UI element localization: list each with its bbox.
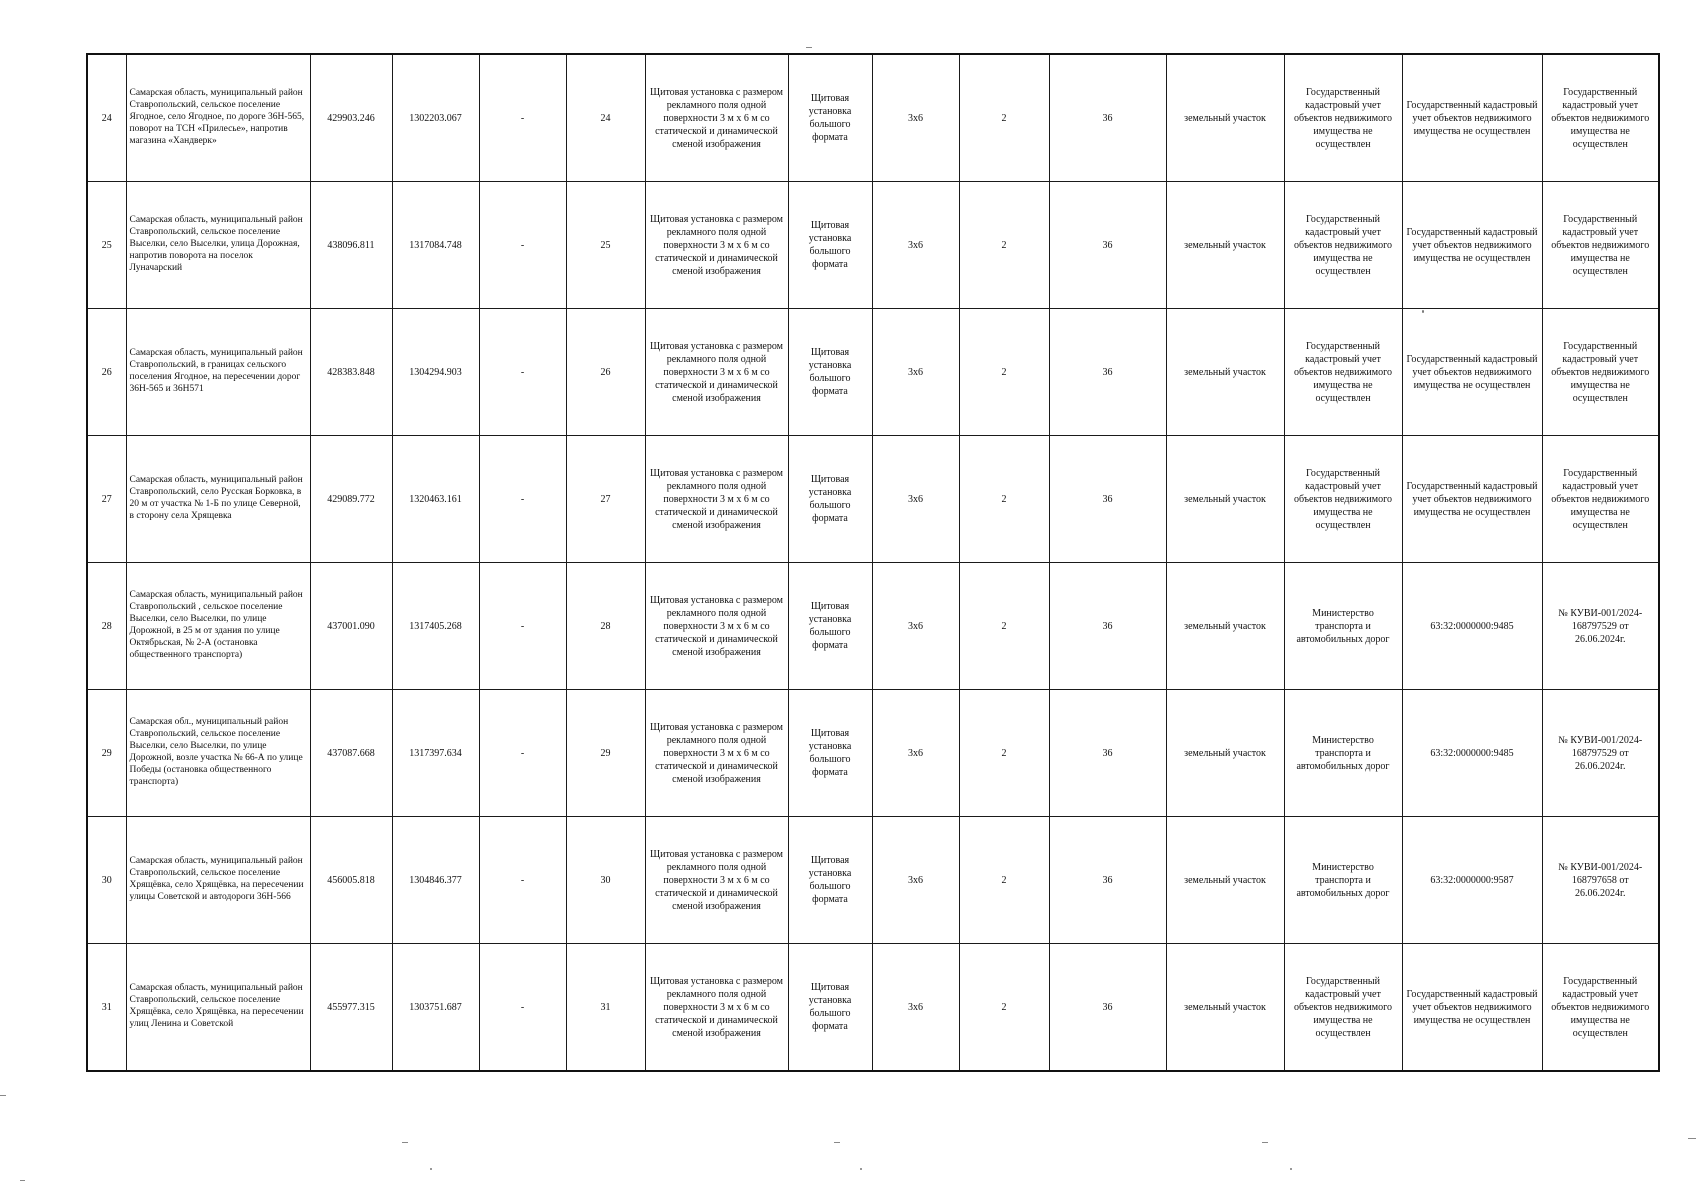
field-size: 3х6 — [872, 563, 959, 690]
row-number: 30 — [87, 817, 126, 944]
field-area: 36 — [1049, 436, 1166, 563]
scheme-number: 27 — [566, 436, 645, 563]
registration-record: № КУВИ-001/2024-168797529 от 26.06.2024г. — [1542, 563, 1659, 690]
registration-record: Государственный кадастровый учет объектов недвижимого имущества не осуществлен — [1542, 182, 1659, 309]
coordinate-x: 429903.246 — [310, 54, 392, 182]
cadastral-number: Государственный кадастровый учет объектов недвижимого имущества не осуществлен — [1402, 436, 1542, 563]
cadastral-number: 63:32:0000000:9587 — [1402, 817, 1542, 944]
scan-speck — [860, 1168, 862, 1170]
cadastral-number: Государственный кадастровый учет объектов недвижимого имущества не осуществлен — [1402, 182, 1542, 309]
coordinate-x: 438096.811 — [310, 182, 392, 309]
land-category: земельный участок — [1166, 944, 1284, 1072]
row-number: 25 — [87, 182, 126, 309]
field-area: 36 — [1049, 690, 1166, 817]
sides-count: 2 — [959, 690, 1049, 817]
structure-description: Щитовая установка с размером рекламного поля одной поверхности 3 м х 6 м со статической и динамической сменой изображения — [645, 817, 788, 944]
structure-type: Щитовая установка большого формата — [788, 944, 872, 1072]
sides-count: 2 — [959, 309, 1049, 436]
cadastral-number: Государственный кадастровый учет объектов недвижимого имущества не осуществлен — [1402, 944, 1542, 1072]
row-number: 29 — [87, 690, 126, 817]
structure-description: Щитовая установка с размером рекламного поля одной поверхности 3 м х 6 м со статической и динамической сменой изображения — [645, 309, 788, 436]
scan-speck — [1422, 310, 1424, 313]
field-area: 36 — [1049, 54, 1166, 182]
registration-record: № КУВИ-001/2024-168797658 от 26.06.2024г. — [1542, 817, 1659, 944]
structure-description: Щитовая установка с размером рекламного поля одной поверхности 3 м х 6 м со статической и динамической сменой изображения — [645, 54, 788, 182]
land-category: земельный участок — [1166, 309, 1284, 436]
table-row — [87, 436, 1659, 563]
sides-count: 2 — [959, 817, 1049, 944]
structure-description: Щитовая установка с размером рекламного поля одной поверхности 3 м х 6 м со статической и динамической сменой изображения — [645, 563, 788, 690]
field-area: 36 — [1049, 817, 1166, 944]
scan-mark — [0, 1095, 6, 1096]
scan-mark — [806, 47, 812, 48]
row-number: 26 — [87, 309, 126, 436]
scan-mark — [834, 1142, 840, 1143]
owner-info: Министерство транспорта и автомобильных дорог — [1284, 817, 1402, 944]
owner-info: Государственный кадастровый учет объектов недвижимого имущества не осуществлен — [1284, 182, 1402, 309]
owner-info: Министерство транспорта и автомобильных дорог — [1284, 690, 1402, 817]
scheme-number: 26 — [566, 309, 645, 436]
empty-cell: - — [479, 309, 566, 436]
location-address: Самарская обл., муниципальный район Ставропольский, сельское поселение Выселки, село Выселки, по улице Дорожной, возле участка № 66-А по улице Победы (остановка общественного транспорта) — [126, 690, 310, 817]
empty-cell: - — [479, 563, 566, 690]
location-address: Самарская область, муниципальный район Ставропольский , сельское поселение Выселки, село Выселки, по улице Дорожной, в 25 м от здания по улице Октябрьская, № 2-А (остановка общественного транспорта) — [126, 563, 310, 690]
location-address: Самарская область, муниципальный район Ставропольский, село Русская Борковка, в 20 м от участка № 1-Б по улице Северной, в сторону села Хрящевка — [126, 436, 310, 563]
sides-count: 2 — [959, 563, 1049, 690]
field-size: 3х6 — [872, 944, 959, 1072]
location-address: Самарская область, муниципальный район Ставропольский, сельское поселение Ягодное, село Ягодное, по дороге 36Н-565, поворот на ТСН «Прилесье», напротив магазина «Хандверк» — [126, 54, 310, 182]
structure-type: Щитовая установка большого формата — [788, 309, 872, 436]
structure-type: Щитовая установка большого формата — [788, 54, 872, 182]
sides-count: 2 — [959, 944, 1049, 1072]
coordinate-y: 1317405.268 — [392, 563, 479, 690]
scan-mark — [1688, 1138, 1696, 1139]
owner-info: Государственный кадастровый учет объектов недвижимого имущества не осуществлен — [1284, 54, 1402, 182]
table-row — [87, 54, 1659, 182]
table-row — [87, 309, 1659, 436]
row-number: 27 — [87, 436, 126, 563]
structure-type: Щитовая установка большого формата — [788, 563, 872, 690]
coordinate-y: 1304294.903 — [392, 309, 479, 436]
registration-record: Государственный кадастровый учет объектов недвижимого имущества не осуществлен — [1542, 436, 1659, 563]
structure-description: Щитовая установка с размером рекламного поля одной поверхности 3 м х 6 м со статической и динамической сменой изображения — [645, 182, 788, 309]
table-row — [87, 182, 1659, 309]
cadastral-number: 63:32:0000000:9485 — [1402, 563, 1542, 690]
table-row — [87, 817, 1659, 944]
coordinate-x: 455977.315 — [310, 944, 392, 1072]
coordinate-y: 1320463.161 — [392, 436, 479, 563]
scan-mark — [402, 1142, 408, 1143]
scheme-number: 29 — [566, 690, 645, 817]
scan-mark — [1262, 1142, 1268, 1143]
row-number: 31 — [87, 944, 126, 1072]
land-category: земельный участок — [1166, 690, 1284, 817]
row-number: 24 — [87, 54, 126, 182]
scan-speck — [430, 1168, 432, 1170]
cadastral-number: Государственный кадастровый учет объектов недвижимого имущества не осуществлен — [1402, 309, 1542, 436]
coordinate-x: 429089.772 — [310, 436, 392, 563]
registration-record: Государственный кадастровый учет объектов недвижимого имущества не осуществлен — [1542, 309, 1659, 436]
coordinate-x: 437087.668 — [310, 690, 392, 817]
field-size: 3х6 — [872, 690, 959, 817]
land-category: земельный участок — [1166, 436, 1284, 563]
table-row — [87, 690, 1659, 817]
structure-description: Щитовая установка с размером рекламного поля одной поверхности 3 м х 6 м со статической и динамической сменой изображения — [645, 944, 788, 1072]
coordinate-x: 437001.090 — [310, 563, 392, 690]
field-size: 3х6 — [872, 436, 959, 563]
scheme-number: 28 — [566, 563, 645, 690]
empty-cell: - — [479, 817, 566, 944]
location-address: Самарская область, муниципальный район Ставропольский, в границах сельского поселения Ягодное, на пересечении дорог 36Н-565 и 36Н571 — [126, 309, 310, 436]
field-size: 3х6 — [872, 309, 959, 436]
table-row — [87, 944, 1659, 1072]
location-address: Самарская область, муниципальный район Ставропольский, сельское поселение Хрящёвка, село Хрящёвка, на пересечении улиц Ленина и Советской — [126, 944, 310, 1072]
table-row — [87, 563, 1659, 690]
scheme-number: 31 — [566, 944, 645, 1072]
sides-count: 2 — [959, 182, 1049, 309]
coordinate-y: 1303751.687 — [392, 944, 479, 1072]
coordinate-x: 428383.848 — [310, 309, 392, 436]
location-address: Самарская область, муниципальный район Ставропольский, сельское поселение Выселки, село Выселки, улица Дорожная, напротив поворота на поселок Луначарский — [126, 182, 310, 309]
scan-mark — [20, 1180, 25, 1181]
owner-info: Министерство транспорта и автомобильных дорог — [1284, 563, 1402, 690]
registration-record: Государственный кадастровый учет объектов недвижимого имущества не осуществлен — [1542, 944, 1659, 1072]
sides-count: 2 — [959, 54, 1049, 182]
location-address: Самарская область, муниципальный район Ставропольский, сельское поселение Хрящёвка, село Хрящёвка, на пересечении улицы Советской и автодороги 36Н-566 — [126, 817, 310, 944]
land-category: земельный участок — [1166, 182, 1284, 309]
empty-cell: - — [479, 182, 566, 309]
registration-record: № КУВИ-001/2024-168797529 от 26.06.2024г. — [1542, 690, 1659, 817]
coordinate-x: 456005.818 — [310, 817, 392, 944]
structure-type: Щитовая установка большого формата — [788, 817, 872, 944]
coordinate-y: 1304846.377 — [392, 817, 479, 944]
scan-speck — [1290, 1168, 1292, 1170]
owner-info: Государственный кадастровый учет объектов недвижимого имущества не осуществлен — [1284, 436, 1402, 563]
empty-cell: - — [479, 690, 566, 817]
field-size: 3х6 — [872, 817, 959, 944]
land-category: земельный участок — [1166, 817, 1284, 944]
scheme-number: 25 — [566, 182, 645, 309]
field-size: 3х6 — [872, 54, 959, 182]
field-area: 36 — [1049, 309, 1166, 436]
structure-type: Щитовая установка большого формата — [788, 690, 872, 817]
owner-info: Государственный кадастровый учет объектов недвижимого имущества не осуществлен — [1284, 309, 1402, 436]
empty-cell: - — [479, 944, 566, 1072]
coordinate-y: 1317397.634 — [392, 690, 479, 817]
owner-info: Государственный кадастровый учет объектов недвижимого имущества не осуществлен — [1284, 944, 1402, 1072]
empty-cell: - — [479, 436, 566, 563]
land-category: земельный участок — [1166, 563, 1284, 690]
advertising-structures-table — [86, 53, 1660, 1072]
coordinate-y: 1317084.748 — [392, 182, 479, 309]
structure-description: Щитовая установка с размером рекламного поля одной поверхности 3 м х 6 м со статической и динамической сменой изображения — [645, 690, 788, 817]
structure-type: Щитовая установка большого формата — [788, 436, 872, 563]
row-number: 28 — [87, 563, 126, 690]
coordinate-y: 1302203.067 — [392, 54, 479, 182]
sides-count: 2 — [959, 436, 1049, 563]
structure-type: Щитовая установка большого формата — [788, 182, 872, 309]
cadastral-number: 63:32:0000000:9485 — [1402, 690, 1542, 817]
scheme-number: 30 — [566, 817, 645, 944]
field-area: 36 — [1049, 944, 1166, 1072]
field-area: 36 — [1049, 563, 1166, 690]
field-size: 3х6 — [872, 182, 959, 309]
field-area: 36 — [1049, 182, 1166, 309]
structure-description: Щитовая установка с размером рекламного поля одной поверхности 3 м х 6 м со статической и динамической сменой изображения — [645, 436, 788, 563]
cadastral-number: Государственный кадастровый учет объектов недвижимого имущества не осуществлен — [1402, 54, 1542, 182]
registration-record: Государственный кадастровый учет объектов недвижимого имущества не осуществлен — [1542, 54, 1659, 182]
scheme-number: 24 — [566, 54, 645, 182]
land-category: земельный участок — [1166, 54, 1284, 182]
empty-cell: - — [479, 54, 566, 182]
